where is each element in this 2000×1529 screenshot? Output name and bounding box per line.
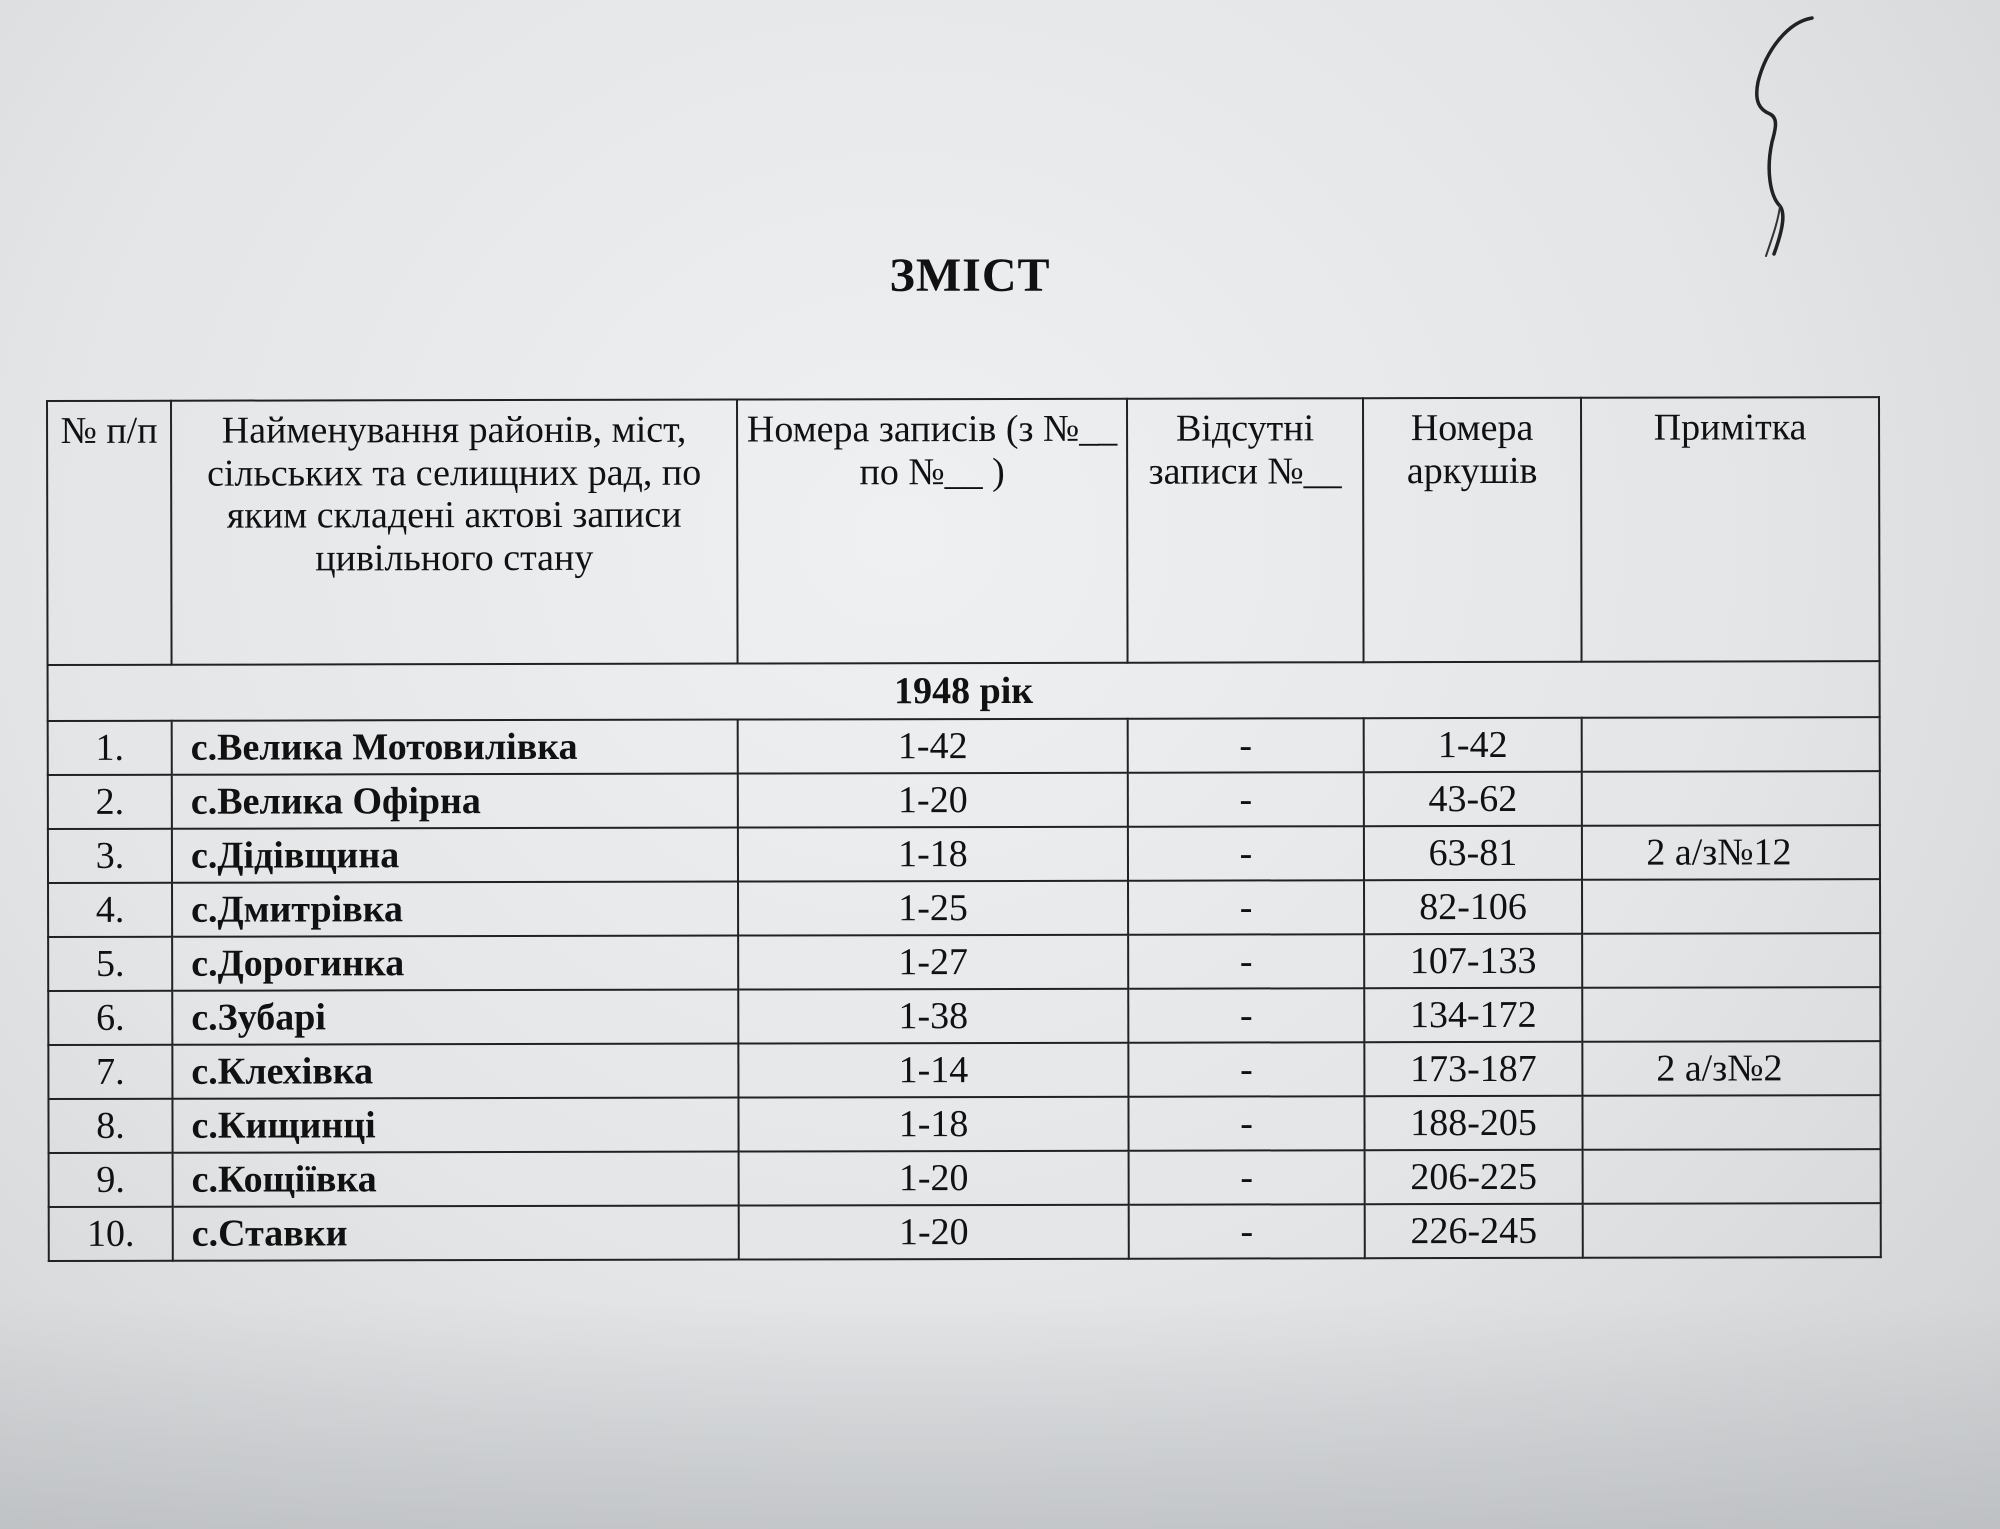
cell-records: 1-20	[739, 1151, 1129, 1206]
header-number: № п/п	[47, 401, 172, 665]
table-row	[48, 771, 1880, 829]
cell-missing: -	[1129, 1150, 1365, 1204]
cell-number: 4.	[48, 883, 172, 937]
cell-name: с.Велика Мотовилівка	[172, 720, 738, 775]
header-missing: Відсутні записи №__	[1127, 398, 1364, 662]
cell-missing: -	[1128, 1042, 1364, 1096]
table-row	[49, 1149, 1881, 1207]
cell-sheets: 1-42	[1364, 718, 1582, 772]
table-row	[48, 933, 1880, 991]
table-header-row	[47, 397, 1880, 665]
cell-sheets: 82-106	[1364, 880, 1582, 934]
table-row	[48, 1095, 1880, 1153]
cell-number: 2.	[48, 775, 172, 829]
cell-note: 2 а/з№12	[1582, 825, 1880, 880]
cell-missing: -	[1128, 1096, 1364, 1150]
page-title: ЗМІСТ	[889, 249, 1051, 302]
cell-name: с.Клехівка	[172, 1044, 738, 1099]
table-row	[49, 1203, 1881, 1261]
cell-records: 1-38	[738, 989, 1128, 1044]
cell-note: 2 а/з№2	[1582, 1041, 1880, 1096]
year-label: 1948 рік	[48, 661, 1880, 721]
cell-missing: -	[1128, 934, 1364, 988]
cell-note	[1583, 1149, 1881, 1204]
cell-records: 1-20	[739, 1205, 1129, 1260]
cell-missing: -	[1128, 826, 1364, 880]
cell-sheets: 188-205	[1364, 1096, 1582, 1150]
cell-number: 6.	[48, 991, 172, 1045]
cell-missing: -	[1128, 880, 1364, 934]
table-row	[48, 825, 1880, 883]
cell-number: 9.	[49, 1153, 173, 1207]
cell-sheets: 63-81	[1364, 826, 1582, 880]
table-row	[48, 879, 1880, 937]
cell-name: с.Дмитрівка	[172, 882, 738, 937]
header-sheets: Номера аркушів	[1363, 398, 1582, 662]
cell-records: 1-14	[738, 1043, 1128, 1098]
cell-records: 1-25	[738, 881, 1128, 936]
cell-note	[1582, 987, 1880, 1042]
cell-note	[1582, 717, 1880, 772]
cell-name: с.Кищинці	[172, 1098, 738, 1153]
cell-sheets: 107-133	[1364, 934, 1582, 988]
header-note: Примітка	[1581, 397, 1880, 662]
cell-missing: -	[1128, 772, 1364, 826]
cell-sheets: 206-225	[1365, 1150, 1583, 1204]
table-row	[48, 717, 1880, 775]
cell-note	[1582, 771, 1880, 826]
cell-records: 1-27	[738, 935, 1128, 990]
cell-note	[1582, 879, 1880, 934]
cell-number: 1.	[48, 721, 172, 775]
table-row	[48, 1041, 1880, 1099]
handwritten-page-number-mark	[1700, 10, 1820, 270]
contents-table	[46, 396, 1882, 1262]
cell-name: с.Зубарі	[172, 990, 738, 1045]
cell-name: с.Дідівщина	[172, 828, 738, 883]
cell-records: 1-18	[738, 1097, 1128, 1152]
header-name: Найменування районів, міст, сільських та селищних рад, по яким складені актові записи цивільного стану	[171, 400, 738, 665]
cell-note	[1583, 1203, 1881, 1258]
cell-missing: -	[1128, 988, 1364, 1042]
cell-note	[1582, 933, 1880, 988]
cell-records: 1-42	[738, 719, 1128, 774]
cell-number: 7.	[48, 1045, 172, 1099]
cell-number: 3.	[48, 829, 172, 883]
cell-sheets: 43-62	[1364, 772, 1582, 826]
table-row	[48, 987, 1880, 1045]
header-records: Номера записів (з №__ по №__ )	[737, 399, 1128, 664]
cell-missing: -	[1129, 1204, 1365, 1258]
cell-number: 8.	[48, 1099, 172, 1153]
cell-number: 10.	[49, 1207, 173, 1261]
cell-records: 1-18	[738, 827, 1128, 882]
cell-number: 5.	[48, 937, 172, 991]
cell-name: с.Кощіївка	[173, 1152, 739, 1207]
cell-name: с.Дорогинка	[172, 936, 738, 991]
cell-records: 1-20	[738, 773, 1128, 828]
cell-name: с.Ставки	[173, 1206, 739, 1261]
cell-name: с.Велика Офірна	[172, 774, 738, 829]
cell-sheets: 134-172	[1364, 988, 1582, 1042]
cell-sheets: 173-187	[1364, 1042, 1582, 1096]
cell-sheets: 226-245	[1365, 1204, 1583, 1258]
paper-shadow	[0, 1299, 2000, 1529]
cell-missing: -	[1128, 718, 1364, 772]
year-row	[48, 661, 1880, 721]
cell-note	[1582, 1095, 1880, 1150]
